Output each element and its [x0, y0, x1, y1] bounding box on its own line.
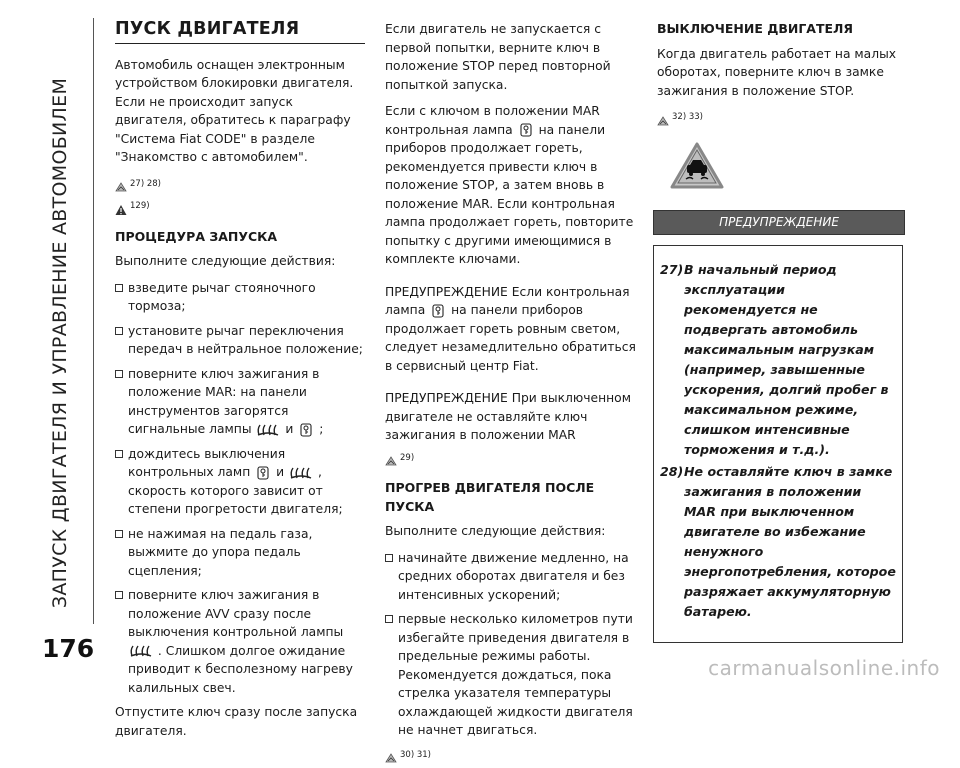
glow-plug-icon [129, 644, 153, 658]
book-icon [657, 115, 669, 127]
reference-note [385, 746, 640, 765]
checkbox-bullet-icon [115, 591, 123, 599]
paragraph: Если с ключом в положении MAR контрольная лампа на панели приборов продолжает гореть, рекомендуется привести ключ в положение STOP, а затем вновь в положение MAR. Если контрольная лампа продолжает гореть, повторите попытку с другими имеющимися в комплекте ключами. [385, 104, 634, 266]
warning-header: ПРЕДУПРЕЖДЕНИЕ [653, 210, 905, 235]
slippery-road-warning-sign-icon [669, 141, 907, 197]
warning-triangle-icon [115, 204, 127, 216]
list-item: не нажимая на педаль газа, выжмите до упора педаль сцепления; [115, 525, 365, 581]
column-3 [657, 20, 907, 643]
reference-note [385, 449, 640, 468]
reference-note [115, 197, 365, 216]
column-1 [115, 20, 365, 748]
list-item: дождитесь выключения контрольных ламп и , скорость которого зависит от степени прогретости двигателя; [115, 445, 365, 519]
subsection-title-procedure: ПРОЦЕДУРА ЗАПУСКА [115, 228, 278, 244]
paragraph: ПРЕДУПРЕЖДЕНИЕ Если контрольная лампа на панели приборов продолжает гореть ровным светом, следует незамедлительно обратиться в сервисный центр Fiat. [385, 284, 636, 373]
reference-numbers: 27) 28) [130, 178, 161, 189]
book-icon [385, 455, 397, 467]
warning-box [653, 245, 903, 643]
section-title-engine-start: ПУСК ДВИГАТЕЛЯ [115, 20, 365, 44]
checkbox-bullet-icon [385, 615, 393, 623]
checkbox-bullet-icon [115, 370, 123, 378]
subsection-title-shutdown: ВЫКЛЮЧЕНИЕ ДВИГАТЕЛЯ [657, 21, 854, 36]
chapter-side-title: ЗАПУСК ДВИГАТЕЛЯ И УПРАВЛЕНИЕ АВТОМОБИЛЕМ [49, 77, 71, 609]
subsection-title-warmup: ПРОГРЕВ ДВИГАТЕЛЯ ПОСЛЕ ПУСКА [385, 480, 595, 514]
list-item: поверните ключ зажигания в положение MAR: на панели инструментов загорятся сигнальные лампы и ; [115, 365, 365, 439]
reference-note [115, 175, 365, 194]
outro-paragraph: Отпустите ключ сразу после запуска двигателя. [115, 705, 358, 738]
book-icon [115, 181, 127, 193]
book-icon [385, 752, 397, 764]
paragraph: Когда двигатель работает на малых оборотах, поверните ключ в замке зажигания в положение STOP. [657, 46, 897, 98]
paragraph: Если двигатель не запускается с первой попытки, верните ключ в положение STOP перед повторной попыткой запуска. [385, 22, 611, 92]
reference-numbers: 129) [130, 201, 150, 211]
reference-note [657, 108, 907, 127]
warning-item: 28) Не оставляйте ключ в замке зажигания в положении MAR при выключенном двигателе во избежание ненужного энергопотребления, которое разряжает аккумуляторную батарею. [660, 463, 896, 619]
checkbox-bullet-icon [115, 530, 123, 538]
glow-plug-icon [289, 466, 313, 480]
procedure-intro: Выполните следующие действия: [115, 254, 336, 268]
chapter-divider [93, 18, 94, 624]
immobilizer-key-icon [518, 122, 534, 138]
immobilizer-key-icon [298, 422, 314, 438]
reference-numbers: 30) 31) [400, 749, 431, 760]
list-item: взведите рычаг стояночного тормоза; [115, 279, 365, 316]
list-item: первые несколько километров пути избегайте приведения двигателя в предельные режимы работы. Рекомендуется дождаться, пока стрелка указателя температуры охлаждающей жидкости двигателя не начнет двигаться. [385, 610, 640, 740]
watermark: carmanualsonline.info [708, 656, 940, 680]
reference-numbers: 29) [400, 452, 415, 463]
immobilizer-key-icon [430, 303, 446, 319]
checkbox-bullet-icon [115, 450, 123, 458]
checkbox-bullet-icon [115, 284, 123, 292]
warning-item: 27) В начальный период эксплуатации рекомендуется не подвергать автомобиль максимальным нагрузкам (например, завышенные ускорения, долгий пробег в максимальном режиме, слишком интенсивные торможения и т.д.). [660, 261, 889, 457]
list-item: начинайте движение медленно, на средних оборотах двигателя и без интенсивных ускорений; [385, 549, 640, 605]
warmup-intro: Выполните следующие действия: [385, 524, 606, 538]
checkbox-bullet-icon [115, 327, 123, 335]
checkbox-bullet-icon [385, 554, 393, 562]
list-item: поверните ключ зажигания в положение AVV сразу после выключения контрольной лампы . Слишком долгое ожидание приводит к бесполезному нагреву калильных свеч. [115, 586, 365, 697]
list-item: установите рычаг переключения передач в нейтральное положение; [115, 322, 365, 359]
immobilizer-key-icon [255, 465, 271, 481]
intro-paragraph: Автомобиль оснащен электронным устройством блокировки двигателя. Если не происходит запуск двигателя, обратитесь к параграфу "Система Fiat CODE" в разделе "Знакомство с автомобилем". [115, 57, 354, 164]
page-number: 176 [42, 634, 95, 663]
glow-plug-icon [256, 423, 280, 437]
column-2 [385, 20, 640, 768]
reference-numbers: 32) 33) [672, 112, 703, 122]
paragraph: ПРЕДУПРЕЖДЕНИЕ При выключенном двигателе не оставляйте ключ зажигания в положении MAR [385, 391, 631, 442]
